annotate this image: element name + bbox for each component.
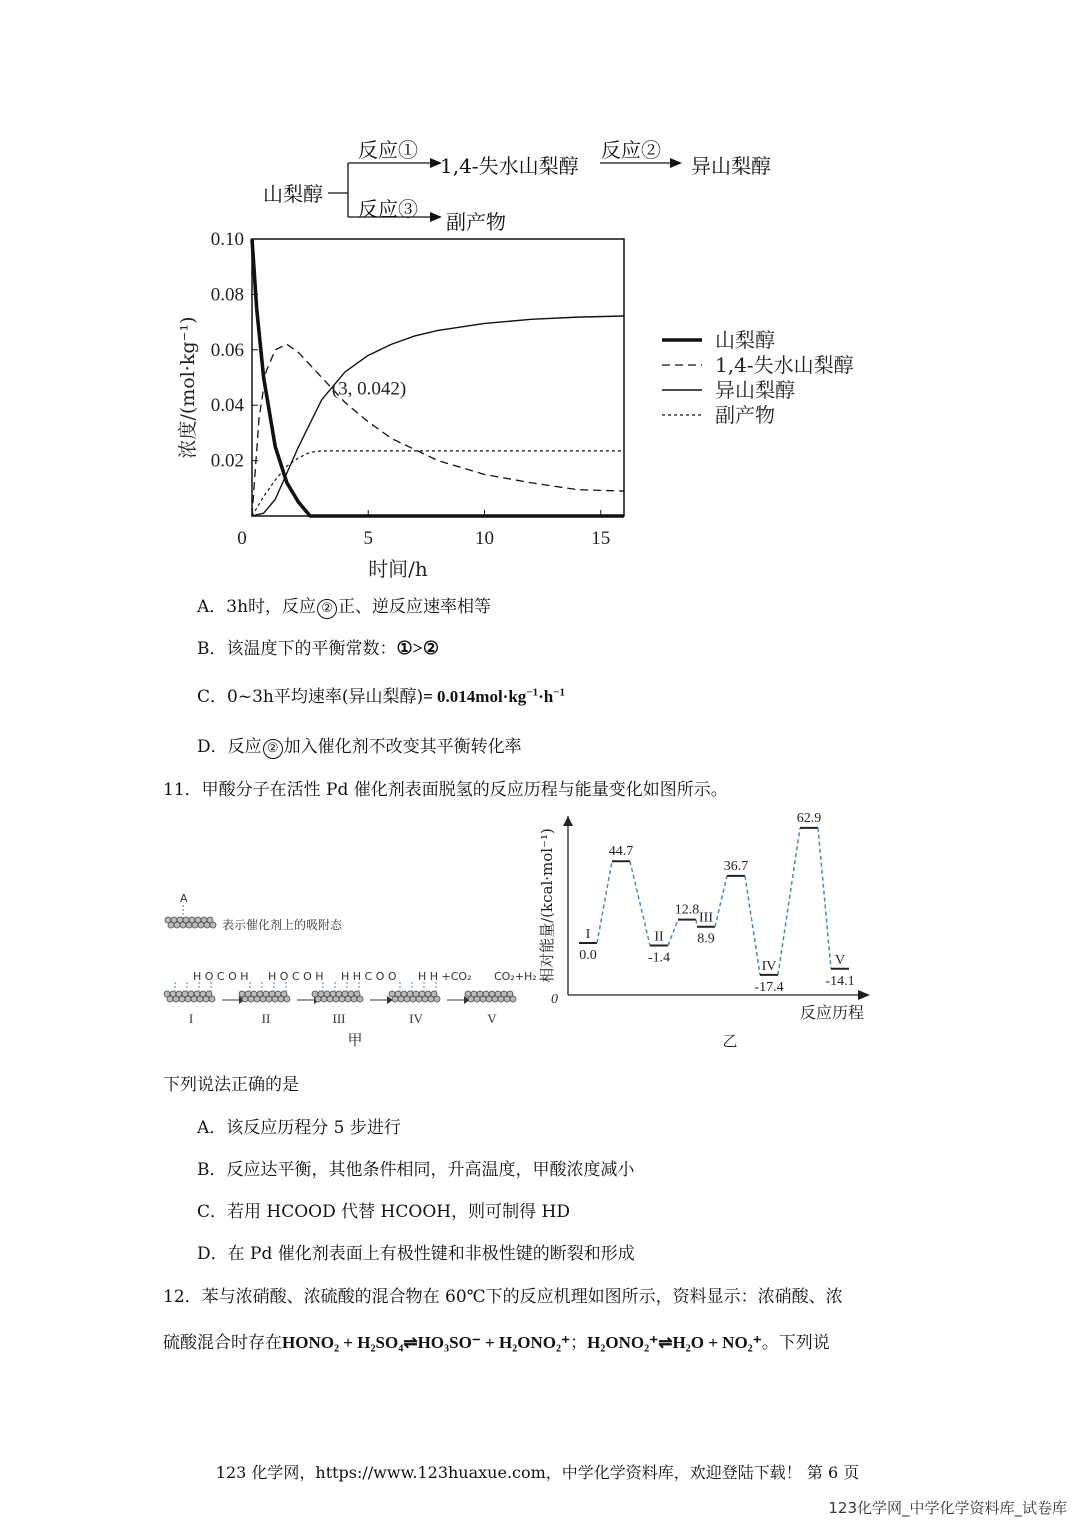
energy-value-7: -17.4 [754, 979, 784, 995]
q10-option-a: A．3h时，反应 ② 正、逆反应速率相等 [197, 597, 492, 617]
stage-species-1: H O C O H [193, 970, 249, 983]
q10-option-d: D．反应 ② 加入催化剂不改变其平衡转化率 [197, 737, 522, 757]
q11-option-c: C．若用 HCOOD 代替 HCOOH，则可制得 HD [197, 1202, 570, 1222]
x-tick-label: 10 [475, 528, 494, 549]
x-tick-label: 5 [363, 528, 373, 549]
y-tick-label: 0.06 [210, 339, 244, 361]
stage-species-3: H H C O O [341, 970, 397, 983]
energy-value-2: 44.7 [608, 844, 634, 860]
series-line-2 [252, 344, 624, 516]
figure-b-label: 乙 [722, 1032, 738, 1050]
energy-value-5: 8.9 [697, 931, 715, 947]
q12-line2: 硫酸混合时存在HONO₂ + H₂SO₄⇌HO₃SO⁻ + H₂ONO₂⁺；H₂ONO₂⁺⇌H₂O + NO₂⁺。下列说 [163, 1333, 830, 1353]
legend-label-3: 异山梨醇 [715, 378, 795, 402]
y-tick-label: 0.08 [210, 284, 244, 306]
figure-a-label: 甲 [347, 1031, 363, 1049]
state-label-5: III [699, 910, 713, 926]
y-tick-label: 0.04 [210, 395, 244, 417]
mechanism-figure [160, 890, 537, 1055]
stage-label-3: III [332, 1011, 346, 1026]
energy-value-9: -14.1 [825, 973, 855, 989]
scheme-reactant: 山梨醇 [263, 182, 323, 206]
energy-connector [696, 920, 697, 927]
state-label-7: IV [761, 958, 777, 974]
scheme-r3-label: 反应③ [358, 197, 418, 221]
energy-connector [630, 861, 650, 945]
stage-label-2: II [261, 1011, 271, 1026]
legend-atom: A [180, 892, 188, 905]
energy-connector [745, 876, 760, 975]
legend-text: 表示催化剂上的吸附态 [222, 918, 343, 932]
energy-x-label: 反应历程 [799, 1003, 865, 1022]
watermark: 123化学网_中学化学资料库_试卷库 [828, 1499, 1067, 1517]
point-annotation: (3, 0.042) [331, 378, 407, 400]
concentration-chart [160, 225, 880, 581]
state-label-9: V [834, 952, 846, 968]
q12-line1: 12．苯与浓硝酸、浓硫酸的混合物在 60℃下的反应机理如图所示，资料显示：浓硝酸、浓 [163, 1287, 843, 1307]
q11-prompt: 下列说法正确的是 [163, 1075, 299, 1095]
scheme-r2-label: 反应② [601, 138, 661, 162]
q10-option-b: B．该温度下的平衡常数：①>② [197, 638, 440, 659]
scheme-r1-product: 1,4-失水山梨醇 [440, 154, 579, 178]
energy-value-4: 12.8 [674, 902, 700, 918]
q11-option-a: A．该反应历程分 5 步进行 [197, 1118, 401, 1138]
catalyst-surface-5 [465, 991, 516, 1002]
catalyst-surface-3 [312, 991, 363, 1002]
stage-species-5: CO₂+H₂ [494, 970, 537, 983]
energy-connector [778, 828, 800, 975]
stage-species-2: H O C O H [268, 970, 324, 983]
energy-connector [715, 876, 727, 927]
energy-connector [818, 828, 831, 969]
stage-label-4: IV [409, 1011, 423, 1026]
page-footer: 123 化学网，https://www.123huaxue.com，中学化学资料库，欢迎登陆下载！ 第 6 页 [215, 1463, 860, 1482]
energy-value-8: 62.9 [796, 810, 822, 826]
energy-y-label: 相对能量/(kcal·mol⁻¹) [538, 828, 556, 983]
origin-label: 0 [551, 992, 558, 1007]
x-axis-arrow [858, 990, 870, 1000]
energy-diagram [530, 808, 890, 1053]
catalyst-surface-2 [239, 991, 290, 1002]
state-label-3: II [654, 929, 664, 945]
series-line-4 [252, 451, 624, 516]
q11-option-d: D．在 Pd 催化剂表面上有极性键和非极性键的断裂和形成 [197, 1244, 635, 1264]
catalyst-surface-4 [389, 991, 440, 1002]
stage-species-4: H H +CO₂ [418, 970, 472, 983]
scheme-r3-product: 副产物 [446, 210, 506, 234]
energy-connector [597, 861, 612, 943]
legend-label-1: 山梨醇 [715, 328, 775, 352]
catalyst-surface-1 [164, 991, 215, 1002]
q11-stem: 11．甲酸分子在活性 Pd 催化剂表面脱氢的反应历程与能量变化如图所示。 [163, 780, 728, 800]
series-line-3 [252, 316, 624, 516]
energy-value-6: 36.7 [723, 858, 749, 874]
state-label-1: I [585, 927, 591, 942]
q11-option-b: B．反应达平衡，其他条件相同，升高温度，甲酸浓度减小 [197, 1160, 635, 1180]
legend-catalyst [165, 917, 216, 928]
y-axis-arrow [563, 816, 573, 826]
legend-label-4: 副产物 [715, 403, 775, 427]
q10-option-c: C．0~3h平均速率(异山梨醇)= $0.014mol\cdot kg^{-1}\cdot h^{-1}$ [197, 686, 565, 707]
x-axis-label: 时间/h [368, 557, 428, 581]
series-line-1 [252, 239, 624, 516]
stage-label-5: V [487, 1011, 497, 1026]
x-tick-label: 15 [591, 528, 611, 549]
energy-connector [668, 920, 678, 946]
scheme-r2-product: 异山梨醇 [691, 154, 771, 178]
energy-value-3: -1.4 [647, 950, 671, 966]
y-tick-label: 0.10 [210, 229, 244, 250]
y-tick-label: 0.02 [210, 450, 244, 472]
scheme-r1-label: 反应① [358, 138, 418, 162]
y-axis-label: 浓度/(mol·kg⁻¹) [177, 316, 199, 459]
legend-label-2: 1,4-失水山梨醇 [715, 353, 854, 377]
energy-value-1: 0.0 [579, 948, 597, 963]
x-tick-label: 0 [237, 528, 247, 549]
plot-frame [252, 239, 624, 516]
stage-label-1: I [188, 1011, 194, 1026]
